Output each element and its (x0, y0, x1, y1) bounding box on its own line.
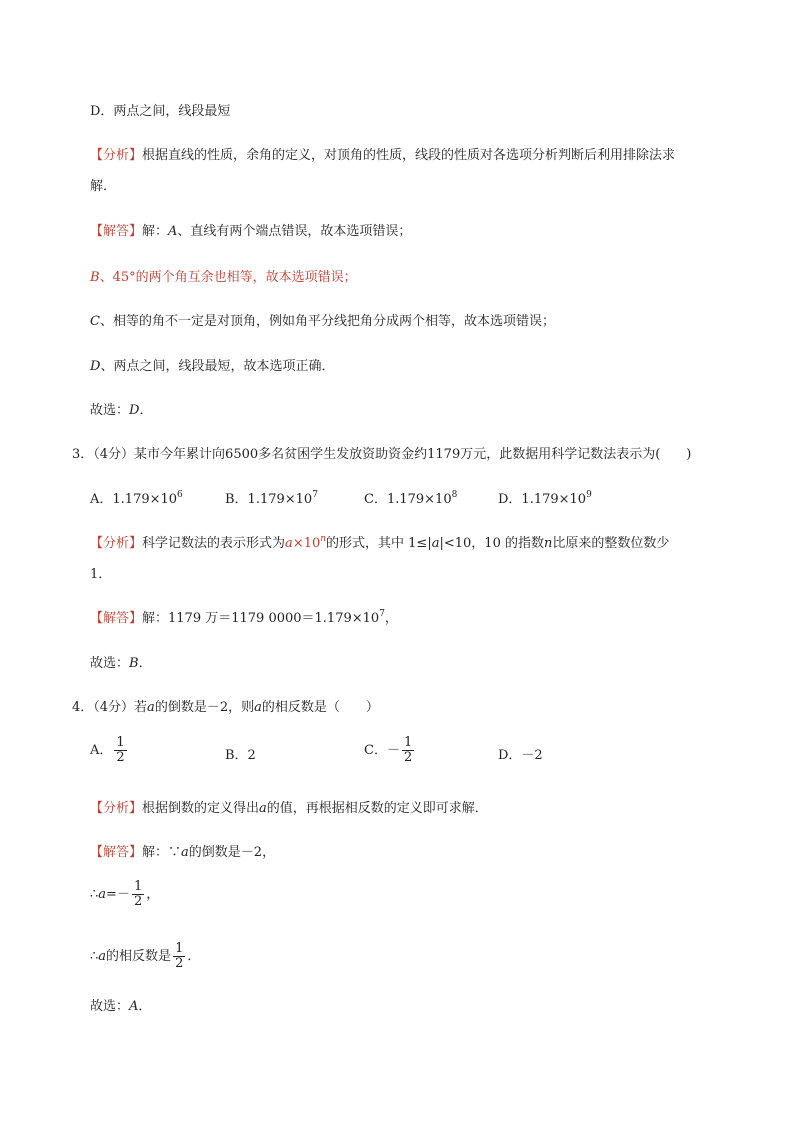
fraction: $\frac{1}{2}$ (175, 941, 184, 971)
q4-analysis: 【分析】根据倒数的定义得出a的值，再根据相反数的定义即可求解． (90, 801, 488, 816)
q2-solution-d: D、两点之间，线段最短，故本选项正确． (90, 359, 335, 374)
q3-analysis: 【分析】科学记数法的表示形式为$a\times 10^n$的形式，其中 1≤|a|<10，10 的指数n比原来的整数位数少 (90, 534, 670, 551)
fraction: $\frac{1}{2}$ (116, 735, 125, 765)
q3-option-d: D．$1.179\times 10^9$ (498, 490, 592, 507)
analysis-tag: 【分析】 (90, 148, 143, 163)
solution-tag: 【解答】 (90, 611, 143, 626)
q4-solution-3: ∴a的相反数是 $\frac{1}{2}$ ． (90, 941, 201, 971)
q4-answer: 故选：A． (90, 999, 152, 1014)
q3-option-b: B．$1.179\times 10^7$ (225, 490, 318, 507)
solution-tag: 【解答】 (90, 845, 143, 860)
q2-solution-a: 【解答】解：A、直线有两个端点错误，故本选项错误； (90, 224, 412, 239)
q2-solution-b: B、45°的两个角互余也相等，故本选项错误； (90, 270, 357, 285)
q3-analysis-cont: 1． (90, 567, 112, 582)
q4-option-b: B．2 (225, 748, 256, 763)
q2-solution-c: C、相等的角不一定是对顶角，例如角平分线把角分成两个相等，故本选项错误； (90, 314, 555, 329)
q3-option-c: C．$1.179\times 10^8$ (364, 490, 458, 507)
q4-option-c: C．－ $\frac{1}{2}$ (364, 735, 413, 765)
q4-option-a: A． $\frac{1}{2}$ (90, 735, 125, 765)
q2-analysis: 【分析】根据直线的性质，余角的定义，对顶角的性质，线段的性质对各选项分析判断后利用排除法求 (90, 148, 676, 163)
q3-stem: 3．（4分）某市今年累计向6500多名贫困学生发放资助资金约1179万元，此数据用科学记数法表示为( ) (72, 447, 692, 462)
q2-answer: 故选：D． (90, 403, 153, 418)
q2-option-d: D．两点之间，线段最短 (90, 104, 231, 119)
fraction: $\frac{1}{2}$ (403, 735, 413, 765)
q4-solution-2: ∴a=－ $\frac{1}{2}$ ， (90, 879, 160, 909)
solution-tag: 【解答】 (90, 224, 143, 239)
q3-solution: 【解答】解：1179 万＝1179 $0000=1.179\times 10^7$， (90, 609, 398, 626)
q4-stem: 4．（4分）若a的倒数是－2，则a的相反数是（ ） (72, 700, 379, 715)
q3-answer: 故选：B． (90, 656, 152, 671)
analysis-tag: 【分析】 (90, 536, 143, 551)
analysis-tag: 【分析】 (90, 801, 143, 816)
fraction: $\frac{1}{2}$ (133, 879, 143, 909)
q3-option-a: A．$1.179\times 10^6$ (90, 490, 183, 507)
q2-analysis-cont: 解． (90, 179, 117, 194)
q4-solution-1: 【解答】解：∵a的倒数是－2， (90, 845, 276, 860)
q4-option-d: D．－2 (498, 748, 543, 763)
